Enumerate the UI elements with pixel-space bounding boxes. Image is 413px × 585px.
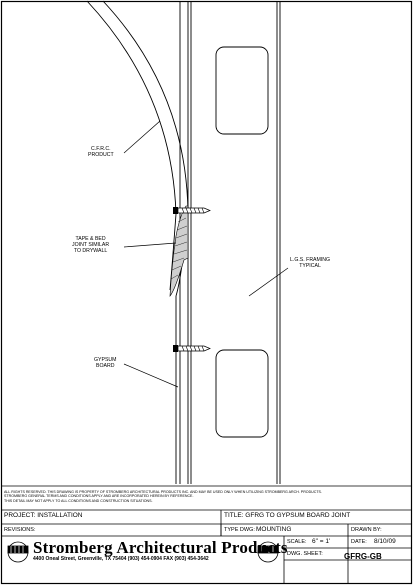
stud-punchout-bottom — [216, 350, 268, 437]
note-tape-line-1: TAPE & BED — [75, 236, 106, 242]
revisions-field: REVISIONS: — [4, 527, 36, 533]
company-address: 4400 Oneal Street, Greenville, TX 75404 (903) 454-0904 FAX (903) 454-3642 — [33, 556, 209, 562]
note-gypsum-board — [94, 357, 116, 369]
note-lgs-line-2: TYPICAL — [299, 263, 321, 269]
note-tape-bed-joint — [72, 236, 109, 254]
drawn-by-field: DRAWN BY: — [351, 527, 382, 533]
note-gfrc-product — [88, 146, 114, 158]
note-gfrc-line-2: PRODUCT — [88, 152, 114, 158]
scale-value: 6" = 1' — [312, 538, 331, 545]
disclaimer-line-2: STROMBERG GENERAL TERMS AND CONDITIONS APPLY AND ARE INCORPORATED HEREIN BY REFERENCE. — [4, 494, 194, 499]
note-lgs-line-1: L.G.S. FRAMING — [290, 257, 331, 263]
disclaimer-line-1: ALL RIGHTS RESERVED. THIS DRAWING IS PROPERTY OF STROMBERG ARCHITECTURAL PRODUCTS INC. AND MAY BE USED ONLY WHEN UTILIZING STROMBERG ARCH. PRODUCTS. — [4, 490, 322, 494]
company-name: Stromberg Architectural Products — [33, 538, 288, 557]
type-dwg-label: TYPE DWG: — [224, 527, 255, 533]
screw-bottom — [173, 345, 210, 352]
note-lgs-framing — [290, 257, 330, 269]
logo-emblem-left — [8, 542, 28, 562]
stud-punchout-top — [216, 47, 268, 134]
disclaimer-line-3: THIS DETAIL MAY NOT APPLY TO ALL CONDITIONS AND CONSTRUCTION SITUATIONS. — [4, 498, 153, 503]
leader-gfrc — [124, 121, 160, 153]
dwg-sheet-label: DWG. SHEET: — [287, 551, 323, 557]
note-gypsum-line-2: BOARD — [96, 363, 115, 369]
project-field: PROJECT: INSTALLATION — [4, 512, 83, 519]
dwg-sheet-value: GFRG-GB — [344, 552, 382, 561]
note-tape-line-2: JOINT SIMILAR — [72, 242, 110, 248]
leader-lgs — [249, 268, 288, 296]
type-dwg-value: MOUNTING — [256, 526, 292, 533]
disclaimer — [4, 490, 409, 503]
title-field: TITLE: GFRG TO GYPSUM BOARD JOINT — [224, 512, 351, 519]
date-value: 8/10/09 — [374, 538, 396, 545]
leader-tape — [124, 243, 176, 247]
date-label: DATE: — [351, 539, 367, 545]
note-tape-line-3: TO DRYWALL — [73, 248, 108, 254]
screw-top — [173, 207, 210, 214]
leader-gypsum — [124, 364, 178, 387]
note-gypsum-line-1: GYPSUM — [94, 357, 117, 363]
note-gfrc-line-1: C.F.R.C. — [91, 146, 111, 152]
scale-label: SCALE: — [287, 539, 307, 545]
